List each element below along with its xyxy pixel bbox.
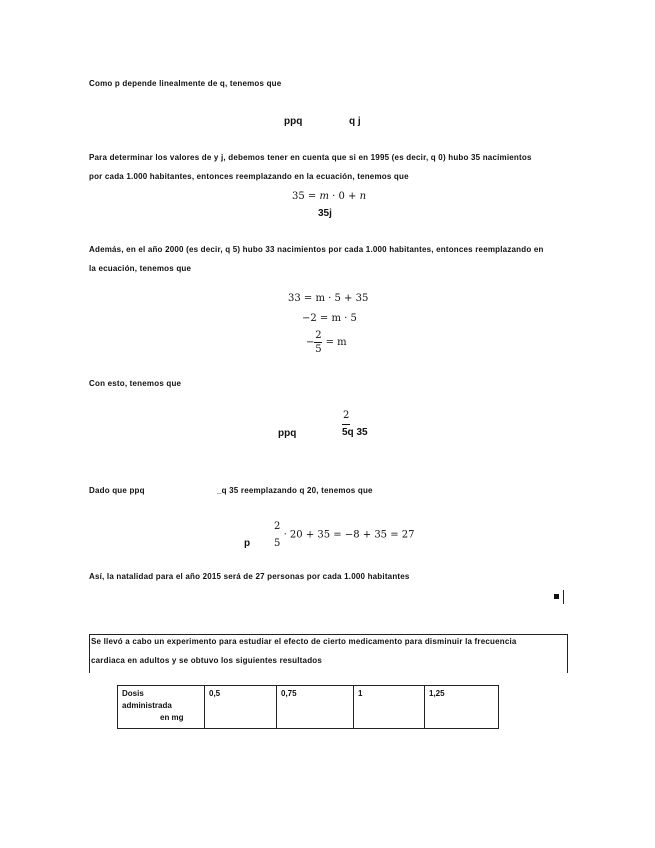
equation-1-right: q j	[349, 116, 361, 127]
equation-4-left: ppq	[278, 428, 297, 439]
header-line: Dosis	[122, 689, 144, 698]
intro-text: Como p depende linealmente de q, tenemos que	[89, 79, 282, 88]
equation-4-right: 5q 35	[342, 427, 368, 438]
paragraph-2-line-2: por cada 1.000 habitantes, entonces reemplazando en la ecuación, tenemos que	[89, 172, 409, 181]
paragraph-3-line-2: la ecuación, tenemos que	[89, 264, 192, 273]
table-cell: 1,25	[425, 686, 499, 729]
equation-2-result: 35j	[318, 208, 332, 219]
paragraph-3-line-1: Además, en el año 2000 (es decir, q 5) hubo 33 nacimientos por cada 1.000 habitantes, entonces reemplazando en	[89, 245, 544, 254]
fraction: 2 5	[274, 521, 281, 549]
equation-4-numerator: 2	[343, 410, 350, 421]
equation-3-line-1: 33 = m · 5 + 35	[288, 293, 369, 304]
equation-3-line-3: − $\frac{2}{5}$ = m	[306, 330, 347, 355]
conclusion-text: Así, la natalidad para el año 2015 será de 27 personas por cada 1.000 habitantes	[89, 572, 410, 581]
table-cell: 0,75	[277, 686, 354, 729]
paragraph-5-post: _q 35 reemplazando q 20, tenemos que	[217, 486, 373, 495]
fraction: $\frac{2}{5}$	[315, 330, 322, 355]
paragraph-5-pre: Dado que ppq	[89, 486, 145, 495]
problem-line-1: Se llevó a cabo un experimento para estudiar el efecto de cierto medicamento para disminuir la frecuencia	[91, 637, 517, 646]
problem-line-2: cardiaca en adultos y se obtuvo los siguientes resultados	[91, 656, 323, 665]
paragraph-2-line-1: Para determinar los valores de y j, debemos tener en cuenta que si en 1995 (es decir, q 0) hubo 35 nacimientos	[89, 153, 532, 162]
equation-2: 35 = m · 0 + n	[292, 191, 367, 202]
header-line: en mg	[160, 713, 184, 722]
table-cell: 1	[354, 686, 425, 729]
equation-5-p: p	[244, 538, 251, 549]
equation-3-line-2: −2 = m · 5	[302, 313, 357, 324]
equation-1-left: ppq	[284, 116, 303, 127]
table-row	[118, 686, 499, 729]
qed-mark	[553, 590, 564, 604]
data-table	[117, 685, 499, 729]
table-header-cell	[118, 686, 205, 729]
equation-4-fraction-bar	[342, 424, 350, 425]
equation-5: 2 5 · 20 + 35 = −8 + 35 = 27	[274, 521, 415, 549]
table-cell: 0,5	[205, 686, 277, 729]
header-line: administrada	[122, 701, 172, 710]
paragraph-4: Con esto, tenemos que	[89, 379, 182, 388]
